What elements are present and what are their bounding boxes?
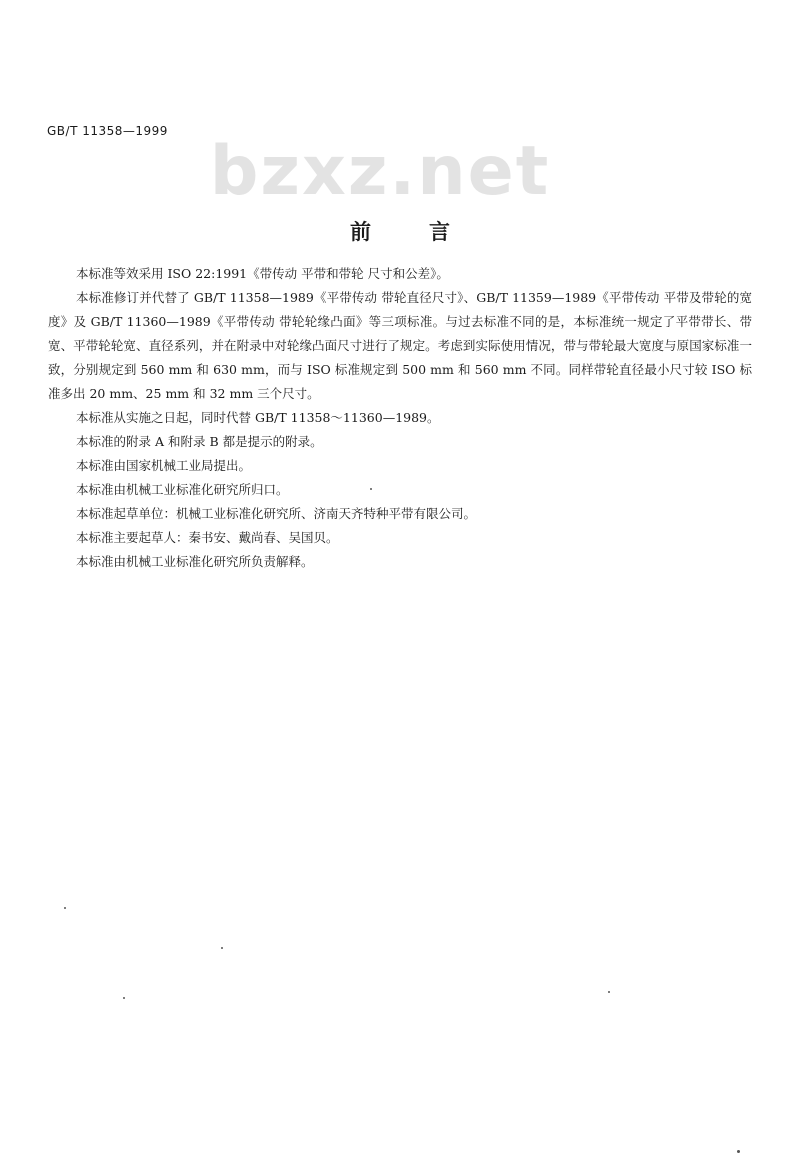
scan-speck: [737, 1150, 740, 1153]
scan-speck: [64, 907, 66, 909]
paragraph: 本标准修订并代替了 GB/T 11358—1989《平带传动 带轮直径尺寸》、GB/T 11359—1989《平带传动 平带及带轮的宽度》及 GB/T 11360—1989《平带传动 带轮轮缘凸面》等三项标准。与过去标准不同的是，本标准统一规定了平带带长、带宽、平带轮轮宽、直径系列，并在附录中对轮缘凸面尺寸进行了规定。考虑到实际使用情况，带与带轮最大宽度与原国家标准一致，分别规定到 560 mm 和 630 mm，而与 ISO 标准规定到 500 mm 和 560 mm 不同。同样带轮直径最小尺寸较 ISO 标准多出 20 mm、25 mm 和 32 mm 三个尺寸。: [48, 290, 752, 401]
paragraph: 本标准等效采用 ISO 22:1991《带传动 平带和带轮 尺寸和公差》。: [76, 266, 449, 281]
paragraph: 本标准主要起草人：秦书安、戴尚春、吴国贝。: [76, 530, 339, 545]
document-body: [48, 262, 752, 574]
paragraph: 本标准由国家机械工业局提出。: [76, 458, 252, 473]
scan-speck: [221, 947, 223, 949]
watermark: bzxz.net: [209, 132, 551, 211]
paragraph: 本标准由机械工业标准化研究所归口。: [76, 482, 289, 497]
paragraph: 本标准从实施之日起，同时代替 GB/T 11358～11360—1989。: [76, 410, 440, 425]
paragraph: 本标准的附录 A 和附录 B 都是提示的附录。: [76, 434, 323, 449]
page-title: 前言: [350, 220, 508, 244]
scan-speck: [608, 991, 610, 993]
paragraph: 本标准起草单位：机械工业标准化研究所、济南天齐特种平带有限公司。: [76, 506, 477, 521]
paragraph: 本标准由机械工业标准化研究所负责解释。: [76, 554, 314, 569]
standard-number: GB/T 11358—1999: [47, 124, 168, 138]
scan-speck: [370, 488, 372, 490]
scan-speck: [123, 997, 125, 999]
